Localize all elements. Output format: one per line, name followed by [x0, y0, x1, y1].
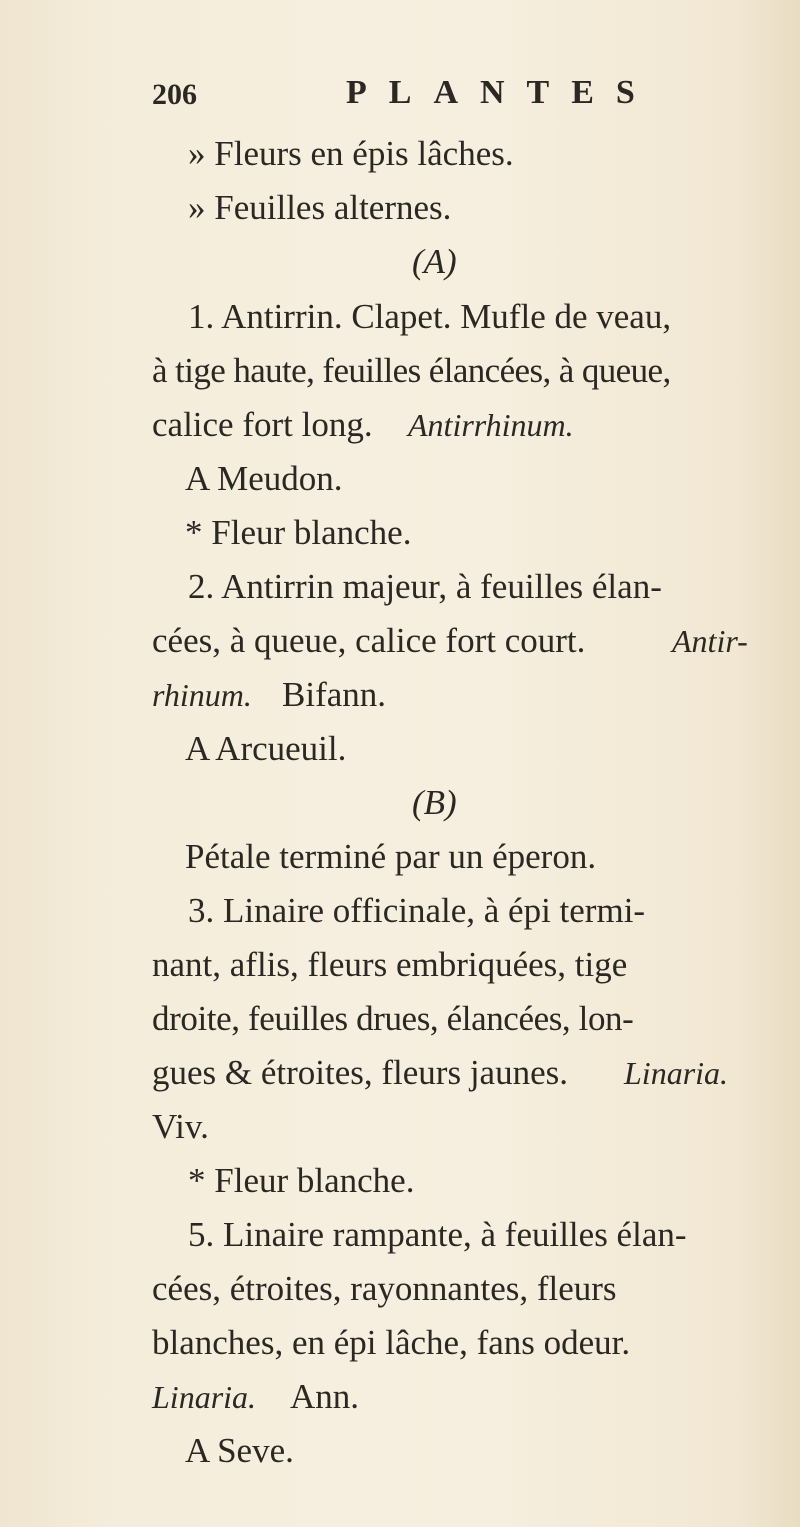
text-line: gues & étroites, fleurs jaunes.: [152, 1053, 569, 1092]
text-line: * Fleur blanche.: [188, 1161, 415, 1200]
latin-name: Antirrhinum.: [408, 407, 574, 443]
text-line: Ann.: [290, 1377, 360, 1416]
text-line: Bifann.: [282, 675, 387, 714]
section-marker-a: (A): [412, 242, 457, 281]
text-line: 2. Antirrin majeur, à feuilles élan-: [188, 567, 662, 606]
latin-name: Antir-: [672, 623, 748, 659]
text-line: A Arcueuil.: [185, 729, 347, 768]
text-line: cées, à queue, calice fort court.: [152, 621, 586, 660]
text-line: blanches, en épi lâche, fans odeur.: [152, 1323, 631, 1362]
text-line: Pétale terminé par un éperon.: [185, 837, 597, 876]
running-title: PLANTES: [346, 74, 657, 111]
text-line: 1. Antirrin. Clapet. Mufle de veau,: [188, 297, 672, 336]
text-line: Viv.: [152, 1107, 209, 1146]
text-line: A Meudon.: [185, 459, 343, 498]
text-line: 5. Linaire rampante, à feuilles élan-: [188, 1215, 687, 1254]
text-line: A Seve.: [185, 1431, 294, 1470]
text-line: droite, feuilles drues, élancées, lon-: [152, 999, 634, 1038]
text-line: » Fleurs en épis lâches.: [188, 134, 514, 173]
text-line: à tige haute, feuilles élancées, à queue,: [152, 351, 671, 390]
latin-name: Linaria.: [624, 1055, 729, 1091]
latin-name: rhinum.: [152, 677, 252, 713]
latin-name: Linaria.: [152, 1379, 257, 1415]
page-number: 206: [152, 78, 197, 111]
text-line: cées, étroites, rayonnantes, fleurs: [152, 1269, 617, 1308]
text-line: calice fort long.: [152, 405, 373, 444]
text-line: » Feuilles alternes.: [188, 188, 452, 227]
section-marker-b: (B): [412, 783, 457, 822]
text-line: nant, aflis, fleurs embriquées, tige: [152, 945, 628, 984]
text-line: * Fleur blanche.: [185, 513, 412, 552]
text-line: 3. Linaire officinale, à épi termi-: [188, 891, 646, 930]
